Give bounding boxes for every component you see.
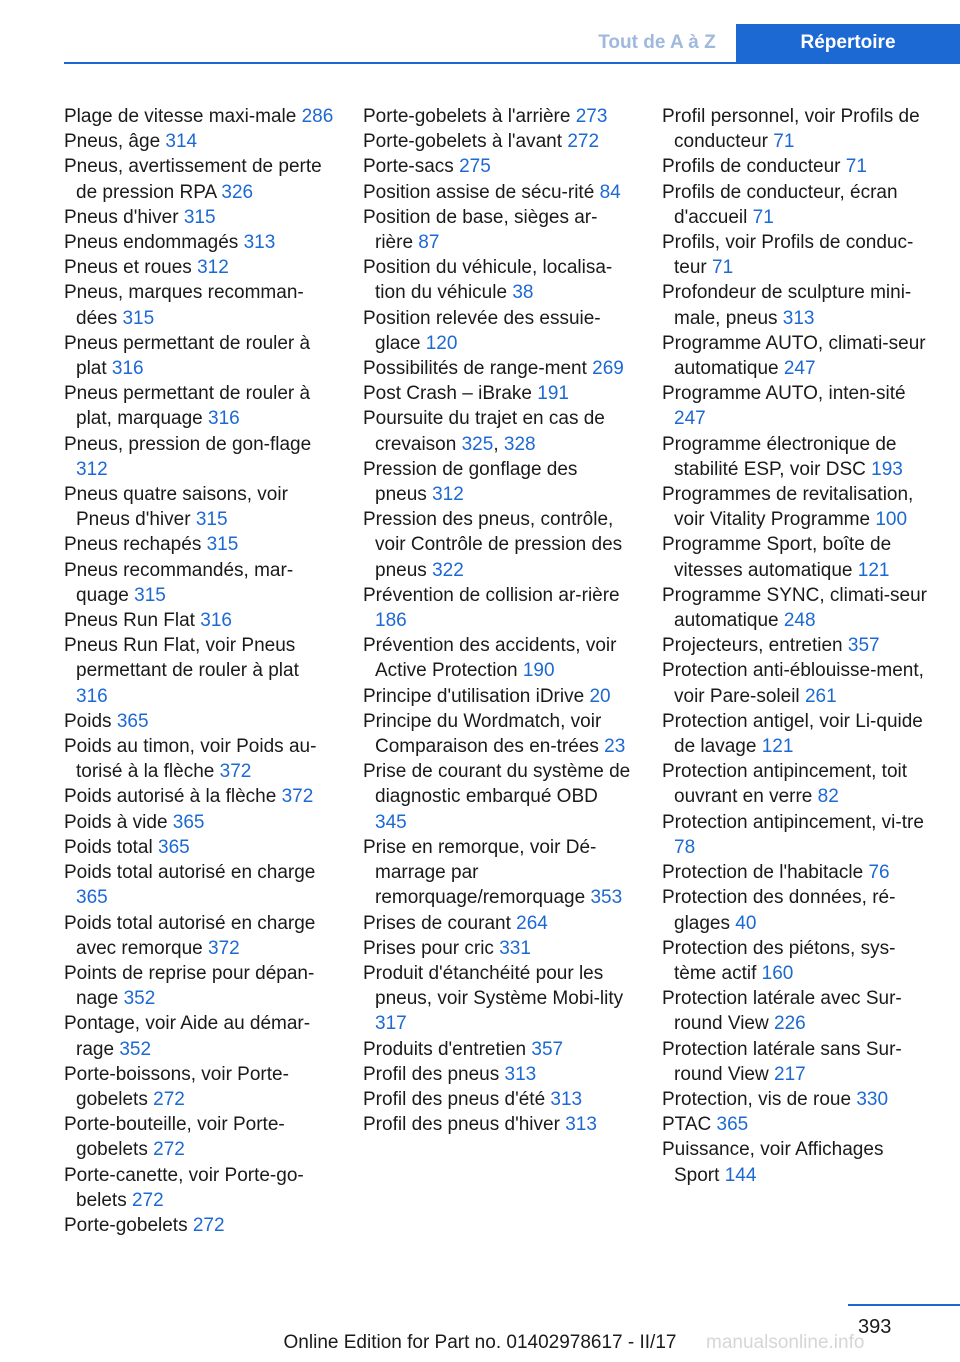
index-term: Pneus, avertissement de perte de pression RPA [64, 156, 322, 203]
page-reference-link[interactable]: 120 [425, 332, 458, 354]
page-reference-link[interactable]: 330 [856, 1088, 889, 1110]
page-reference-link[interactable]: 226 [774, 1013, 806, 1035]
page-reference-link[interactable]: 121 [761, 736, 794, 758]
page-header [0, 0, 960, 64]
page-reference-link[interactable]: 71 [712, 257, 734, 279]
page-reference-link[interactable]: 160 [761, 962, 794, 984]
index-term: Points de reprise pour dépan-nage [64, 962, 315, 1010]
page-reference-link[interactable]: 247 [783, 358, 816, 380]
index-entry [64, 1011, 334, 1061]
index-entry [363, 1087, 633, 1112]
page-reference-link[interactable]: 315 [206, 534, 239, 556]
index-term: Pneus quatre saisons, voir Pneus d'hiver [64, 484, 288, 531]
index-entry [662, 860, 932, 885]
page-reference-link[interactable]: 317 [375, 1013, 407, 1035]
page-reference-link[interactable]: 357 [531, 1038, 564, 1060]
index-term: Pneus permettant de rouler à plat [64, 332, 311, 380]
header-divider [64, 62, 960, 64]
index-term: Porte-gobelets [64, 1214, 188, 1236]
index-term: Pneus, marques recomman-dées [64, 282, 304, 329]
page-reference-link[interactable]: 248 [783, 610, 816, 632]
index-entry [363, 835, 633, 911]
index-entry [363, 709, 633, 759]
page-reference-link[interactable]: 186 [375, 610, 407, 632]
index-term: Profil personnel, voir Profils de conducteur [662, 106, 920, 153]
page-reference-link[interactable]: 316 [208, 408, 240, 430]
index-entry [64, 633, 334, 709]
index-term: Pneus rechapés [64, 534, 202, 556]
page-reference-link[interactable]: 78 [674, 836, 696, 858]
index-term: Prévention des accidents, voir Active Protection [363, 635, 617, 682]
index-term: Poids total [64, 836, 153, 858]
index-term: Programme AUTO, inten-sité [662, 383, 906, 405]
index-entry [662, 1037, 932, 1087]
index-entry [64, 709, 334, 734]
index-term: Protection antipincement, vi-tre [662, 811, 924, 833]
index-entry [662, 230, 932, 280]
index-entry [662, 986, 932, 1036]
index-entry [363, 104, 633, 129]
page-reference-link[interactable]: 76 [868, 862, 890, 884]
index-entry [363, 129, 633, 154]
page-reference-link[interactable]: 264 [516, 912, 548, 934]
page-reference-link[interactable]: 365 [76, 887, 108, 909]
page-reference-link[interactable]: 315 [122, 307, 155, 329]
index-entry [64, 784, 334, 809]
index-term: Programme Sport, boîte de vitesses automatique [662, 534, 892, 581]
page-reference-link[interactable]: 365 [116, 710, 149, 732]
index-term: Poids total autorisé en charge avec remorque [64, 912, 316, 959]
page-reference-link[interactable]: 23 [604, 736, 626, 758]
page-reference-link[interactable]: 71 [773, 131, 795, 153]
page-number: 393 [858, 1316, 892, 1338]
page-reference-link[interactable]: 121 [857, 559, 890, 581]
page-reference-link[interactable]: 272 [192, 1214, 225, 1236]
index-entry: Poursuite du trajet en cas de crevaison 325, 328 [363, 408, 605, 455]
page-reference-link[interactable]: 193 [871, 458, 903, 480]
index-entry [64, 608, 334, 633]
index-entry [662, 658, 932, 708]
index-entry [64, 129, 334, 154]
page-reference-link[interactable]: 313 [565, 1114, 597, 1136]
page-reference-link[interactable]: 316 [111, 358, 144, 380]
index-term: Produit d'étanchéité pour les pneus, voir Système Mobi-lity [363, 962, 624, 1010]
index-entry [363, 180, 633, 205]
index-entry [662, 1087, 932, 1112]
index-term: Position relevée des essuie-glace [363, 307, 601, 354]
index-entry [363, 583, 633, 633]
index-entry [64, 1112, 334, 1162]
index-term: Position assise de sécu-rité [363, 181, 595, 203]
page-reference-link[interactable]: 325 [461, 433, 494, 455]
index-entry [363, 356, 633, 381]
page-reference-link[interactable]: 272 [153, 1139, 185, 1161]
index-term: Pression des pneus, contrôle, voir Contrôle de pression des pneus [363, 509, 623, 581]
index-column-2 [363, 104, 633, 1137]
index-term: Protection latérale avec Sur-round View [662, 988, 902, 1035]
index-term: Produits d'entretien [363, 1038, 527, 1060]
index-term: Protection des piétons, sys-tème actif [662, 937, 896, 984]
page-reference-link[interactable]: 100 [875, 509, 908, 531]
index-entry [64, 860, 334, 910]
index-term: Possibilités de range-ment [363, 358, 587, 380]
page-reference-link[interactable]: 84 [599, 181, 621, 203]
index-entry [363, 255, 633, 305]
index-term: Porte-gobelets à l'avant [363, 131, 563, 153]
index-term: Protection des données, ré-glages [662, 887, 896, 934]
index-entry [64, 255, 334, 280]
page-reference-link[interactable]: 372 [219, 761, 252, 783]
page-reference-link[interactable]: 312 [432, 484, 464, 506]
index-term: Profondeur de sculpture mini-male, pneus [662, 282, 912, 329]
index-entry [363, 154, 633, 179]
index-term: Pneus permettant de rouler à plat, marquage [64, 383, 311, 430]
page-reference-link[interactable]: 38 [512, 282, 534, 304]
page-reference-link[interactable]: 217 [774, 1063, 806, 1085]
page-reference-link[interactable]: 315 [183, 206, 216, 228]
page-reference-link[interactable]: 71 [752, 206, 774, 228]
index-entry [363, 306, 633, 356]
page-reference-link[interactable]: 190 [522, 660, 555, 682]
index-entry [662, 759, 932, 809]
page-reference-link[interactable]: 20 [589, 685, 611, 707]
index-entry [64, 835, 334, 860]
index-term: Position de base, sièges ar-rière [363, 206, 598, 254]
page-reference-link[interactable]: 365 [172, 811, 205, 833]
index-column-3 [662, 104, 932, 1188]
page-reference-link[interactable]: 357 [847, 635, 880, 657]
index-entry [662, 331, 932, 381]
index-term: Porte-gobelets à l'arrière [363, 106, 571, 127]
index-entry [662, 633, 932, 658]
index-term: Pneus et roues [64, 257, 192, 279]
page-reference-link[interactable]: 313 [782, 307, 815, 329]
page-reference-link[interactable]: 269 [592, 358, 624, 380]
index-entry [363, 381, 633, 406]
index-term: Position du véhicule, localisa-tion du véhicule [363, 257, 613, 304]
section-tab-repertoire[interactable]: Répertoire [736, 24, 960, 62]
index-term: Prise en remorque, voir Dé-marrage par remorquage/remorquage [363, 836, 597, 909]
index-entry [64, 104, 334, 129]
page-reference-link[interactable]: 275 [459, 156, 491, 178]
index-entry [64, 154, 334, 204]
page-reference-link[interactable]: 71 [845, 156, 867, 178]
page-reference-link[interactable]: 353 [590, 887, 623, 909]
index-term: Post Crash – iBrake [363, 383, 532, 405]
index-term: PTAC [662, 1114, 712, 1136]
index-term: Prise de courant du système de diagnostic embarqué OBD [363, 761, 631, 808]
page-reference-link[interactable]: 82 [817, 786, 839, 808]
index-term: Protection latérale sans Sur-round View [662, 1038, 902, 1085]
index-entry [662, 1137, 932, 1187]
index-term: Porte-boissons, voir Porte-gobelets [64, 1063, 289, 1110]
index-term: Porte-sacs [363, 156, 454, 178]
index-term: Pneus, âge [64, 131, 161, 153]
page-reference-link[interactable]: 345 [375, 811, 407, 833]
index-term: Poids autorisé à la flèche [64, 786, 277, 808]
index-term: Poids total autorisé en charge [64, 862, 316, 884]
index-term: Profil des pneus [363, 1063, 500, 1085]
index-entry [662, 432, 932, 482]
page-reference-link[interactable]: 261 [804, 685, 837, 707]
index-entry [662, 583, 932, 633]
index-entry [662, 104, 932, 154]
index-term: Projecteurs, entretien [662, 635, 843, 657]
index-entry [662, 1112, 932, 1137]
index-entry [662, 280, 932, 330]
page-reference-link[interactable]: 372 [281, 786, 314, 808]
section-tab-tout-de-a-a-z[interactable]: Tout de A à Z [598, 32, 716, 53]
page-reference-link[interactable]: 316 [200, 610, 232, 632]
page-reference-link[interactable]: 365 [158, 836, 190, 858]
page-reference-link[interactable]: 313 [504, 1063, 537, 1085]
index-entry [363, 1112, 633, 1137]
index-entry [64, 961, 334, 1011]
index-term: Protection, vis de roue [662, 1088, 852, 1110]
index-term: Pneus Run Flat, voir Pneus permettant de rouler à plat [64, 635, 299, 682]
page-reference-link[interactable]: 247 [674, 408, 706, 430]
index-term: Pression de gonflage des pneus [363, 458, 578, 506]
page-reference-link[interactable]: 372 [208, 937, 240, 959]
page-reference-link[interactable]: 144 [724, 1164, 757, 1186]
watermark: manualsonline.info [706, 1332, 865, 1353]
index-term: Profils de conducteur [662, 156, 841, 178]
page-reference-link[interactable]: 312 [197, 257, 229, 279]
index-entry [64, 331, 334, 381]
index-entry [363, 507, 633, 583]
page-reference-link[interactable]: 316 [76, 685, 108, 707]
index-entry [64, 1163, 334, 1213]
page-reference-link[interactable]: 365 [716, 1114, 749, 1136]
index-term: Puissance, voir Affichages Sport [662, 1139, 884, 1186]
index-term: Pneus endommagés [64, 232, 239, 254]
index-entry [662, 154, 932, 179]
page-reference-link[interactable]: 315 [134, 584, 166, 606]
index-term: Protection antipincement, toit ouvrant en verre [662, 761, 908, 808]
index-entry [64, 381, 334, 431]
index-entry [363, 936, 633, 961]
index-entry [64, 532, 334, 557]
index-entry [64, 810, 334, 835]
index-term: Protection antigel, voir Li-quide de lavage [662, 710, 923, 758]
page-reference-link[interactable]: 328 [503, 433, 536, 455]
footer-divider [848, 1304, 960, 1306]
index-term: Programmes de revitalisation, voir Vitality Programme [662, 484, 914, 531]
index-term: Profils, voir Profils de conduc-teur [662, 232, 914, 279]
index-entry [64, 230, 334, 255]
index-term: Prises pour cric [363, 937, 494, 959]
index-term: Pneus, pression de gon-flage [64, 433, 312, 455]
index-term: Prises de courant [363, 912, 511, 934]
index-entry [64, 911, 334, 961]
index-entry [662, 709, 932, 759]
index-entry [64, 432, 334, 482]
page-reference-link[interactable]: 286 [301, 106, 334, 127]
page-reference-link[interactable]: 272 [567, 131, 600, 153]
index-entry [662, 482, 932, 532]
index-term: Programme SYNC, climati-seur automatique [662, 584, 927, 632]
index-term: Porte-bouteille, voir Porte-gobelets [64, 1114, 285, 1161]
index-term: Pneus recommandés, mar-quage [64, 559, 294, 606]
index-term: Plage de vitesse maxi-male [64, 106, 297, 127]
page-reference-link[interactable]: 313 [243, 232, 276, 254]
index-entry [363, 1062, 633, 1087]
page-reference-link[interactable]: 273 [575, 106, 608, 127]
index-entry [662, 381, 932, 431]
page-reference-link[interactable]: 40 [735, 912, 757, 934]
index-term: Pneus d'hiver [64, 206, 179, 228]
index-term: Principe du Wordmatch, voir Comparaison des en-trées [363, 710, 602, 758]
page-reference-link[interactable]: 272 [131, 1189, 164, 1211]
page-reference-link[interactable]: 87 [418, 232, 440, 254]
index-entry [363, 961, 633, 1037]
index-term: Programme électronique de stabilité ESP, voir DSC [662, 433, 897, 480]
index-term: Prévention de collision ar-rière [363, 584, 620, 606]
index-term: Poids [64, 710, 112, 732]
index-entry [662, 180, 932, 230]
page-reference-link[interactable]: 312 [76, 458, 108, 480]
index-entry [662, 885, 932, 935]
index-term: Pontage, voir Aide au démar-rage [64, 1013, 311, 1060]
page-reference-link[interactable]: 352 [123, 988, 156, 1010]
page-reference-link[interactable]: 315 [195, 509, 228, 531]
index-entry [64, 482, 334, 532]
page-reference-link[interactable]: 314 [165, 131, 198, 153]
index-entry [662, 532, 932, 582]
index-term: Profil des pneus d'hiver [363, 1114, 560, 1136]
index-term: Profils de conducteur, écran d'accueil [662, 181, 898, 228]
index-term: Programme AUTO, climati-seur automatique [662, 332, 926, 380]
index-entry [64, 1213, 334, 1238]
index-column-1 [64, 104, 334, 1238]
index-term: Poursuite du trajet en cas de crevaison [363, 408, 605, 455]
index-entry [363, 1037, 633, 1062]
index-entry [64, 1062, 334, 1112]
index-entry [363, 205, 633, 255]
index-term: Protection anti-éblouisse-ment, voir Pare-soleil [662, 660, 924, 707]
index-entry [64, 734, 334, 784]
index-term: Poids au timon, voir Poids au-torisé à la flèche [64, 736, 317, 783]
index-term: Pneus Run Flat [64, 610, 195, 632]
index-term: Protection de l'habitacle [662, 862, 864, 884]
page-reference-link[interactable]: 313 [550, 1088, 583, 1110]
index-term: Poids à vide [64, 811, 168, 833]
edition-footer: Online Edition for Part no. 01402978617 - II/17 [283, 1332, 677, 1353]
index-entry [662, 936, 932, 986]
index-term: Principe d'utilisation iDrive [363, 685, 585, 707]
index-entry [363, 911, 633, 936]
page-reference-link[interactable]: 191 [537, 383, 569, 405]
index-entry [64, 558, 334, 608]
index-term: Porte-canette, voir Porte-go-belets [64, 1164, 304, 1211]
page-reference-link[interactable]: 352 [119, 1038, 152, 1060]
index-term: Profil des pneus d'été [363, 1088, 546, 1110]
index-entry [64, 205, 334, 230]
page-reference-link[interactable]: 322 [432, 559, 464, 581]
index-entry [363, 457, 633, 507]
index-entry [64, 280, 334, 330]
index-entry [363, 759, 633, 835]
index-entry [363, 684, 633, 709]
index-entry [363, 633, 633, 683]
page-reference-link[interactable]: 326 [221, 181, 254, 203]
page-reference-link[interactable]: 272 [153, 1088, 185, 1110]
index-entry [662, 810, 932, 860]
page-reference-link[interactable]: 331 [499, 937, 531, 959]
